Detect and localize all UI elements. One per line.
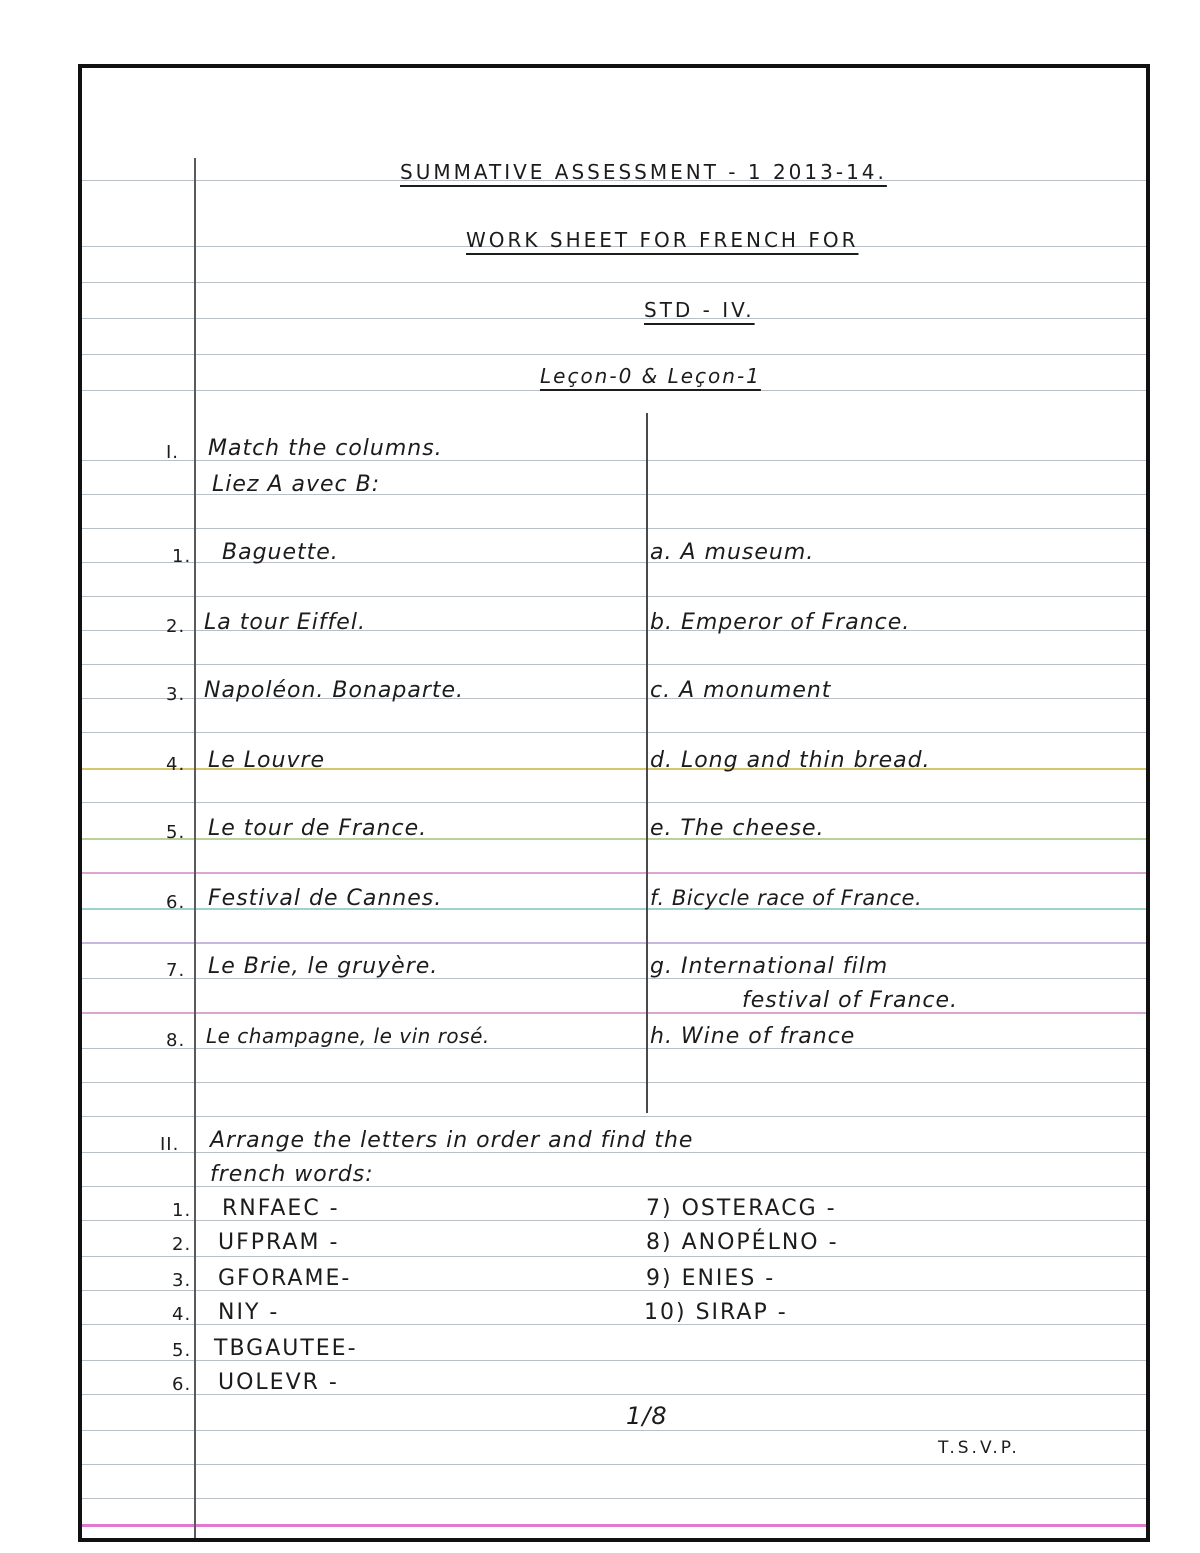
scrambled-word: TBGAUTEE- [214, 1336, 358, 1361]
standard-label: STD - IV. [644, 298, 755, 322]
column-b-item: e. The cheese. [650, 816, 825, 841]
section-2-instruction-2: french words: [210, 1162, 374, 1187]
ruled-line [82, 282, 1146, 283]
column-b-item-continued: festival of France. [742, 988, 959, 1013]
item-number: 6. [172, 1374, 192, 1395]
scrambled-word: 9) ENIES - [646, 1266, 776, 1291]
page-title: SUMMATIVE ASSESSMENT - 1 2013-14. [400, 160, 887, 184]
ruled-line [82, 318, 1146, 319]
ruled-line [82, 390, 1146, 391]
ruled-line [82, 1498, 1146, 1499]
column-a-item: Baguette. [222, 540, 339, 565]
item-number: 6. [166, 892, 186, 913]
scrambled-word: 10) SIRAP - [644, 1300, 788, 1325]
ruled-line [82, 528, 1146, 529]
section-1-instruction-fr: Liez A avec B: [212, 472, 381, 497]
page-subtitle: WORK SHEET FOR FRENCH FOR [466, 228, 859, 252]
ruled-line [82, 1116, 1146, 1117]
ruled-line [82, 1524, 1146, 1527]
column-a-item: Le Brie, le gruyère. [208, 954, 439, 979]
item-number: 1. [172, 1200, 192, 1221]
ruled-line [82, 664, 1146, 665]
ruled-line [82, 942, 1146, 944]
column-b-item: b. Emperor of France. [650, 610, 911, 635]
column-a-item: Le Louvre [208, 748, 326, 773]
item-number: 7. [166, 960, 186, 981]
section-2-number: II. [160, 1134, 180, 1155]
column-divider [646, 413, 648, 1113]
column-a-item: La tour Eiffel. [204, 610, 366, 635]
scrambled-word: GFORAME- [218, 1266, 352, 1291]
scrambled-word: UOLEVR - [218, 1370, 339, 1395]
section-1-instruction: Match the columns. [208, 436, 443, 461]
scrambled-word: RNFAEC - [222, 1196, 340, 1221]
ruled-line [82, 354, 1146, 355]
item-number: 2. [172, 1234, 192, 1255]
column-b-item: g. International film [650, 954, 889, 979]
item-number: 2. [166, 616, 186, 637]
column-b-item: f. Bicycle race of France. [650, 886, 923, 910]
ruled-line [82, 1464, 1146, 1465]
ruled-line [82, 802, 1146, 803]
ruled-line [82, 1430, 1146, 1431]
section-2-instruction: Arrange the letters in order and find the [210, 1128, 694, 1153]
worksheet-page [78, 64, 1150, 1542]
column-b-item: h. Wine of france [650, 1024, 856, 1049]
ruled-line [82, 596, 1146, 597]
column-b-item: c. A monument [650, 678, 832, 703]
ruled-line [82, 872, 1146, 874]
scrambled-word: 7) OSTERACG - [646, 1196, 837, 1221]
item-number: 3. [172, 1270, 192, 1291]
section-1-number: I. [166, 442, 180, 463]
ruled-line [82, 1048, 1146, 1049]
ruled-line [82, 1082, 1146, 1083]
item-number: 3. [166, 684, 186, 705]
column-a-item: Le tour de France. [208, 816, 428, 841]
scrambled-word: 8) ANOPÉLNO - [646, 1230, 839, 1255]
item-number: 5. [166, 822, 186, 843]
item-number: 8. [166, 1030, 186, 1051]
column-a-item: Festival de Cannes. [208, 886, 443, 911]
scrambled-word: UFPRAM - [218, 1230, 340, 1255]
item-number: 4. [172, 1304, 192, 1325]
page-number: 1/8 [626, 1402, 668, 1430]
lessons-label: Leçon-0 & Leçon-1 [540, 364, 761, 388]
column-b-item: d. Long and thin bread. [650, 748, 931, 773]
item-number: 4. [166, 754, 186, 775]
item-number: 1. [172, 546, 192, 567]
margin-line [194, 158, 196, 1538]
item-number: 5. [172, 1340, 192, 1361]
column-b-item: a. A museum. [650, 540, 815, 565]
ruled-line [82, 1256, 1146, 1257]
column-a-item: Le champagne, le vin rosé. [206, 1024, 490, 1048]
continue-note: T.S.V.P. [938, 1438, 1020, 1458]
scrambled-word: NIY - [218, 1300, 280, 1325]
ruled-line [82, 1012, 1146, 1014]
column-a-item: Napoléon. Bonaparte. [204, 678, 465, 703]
ruled-line [82, 732, 1146, 733]
